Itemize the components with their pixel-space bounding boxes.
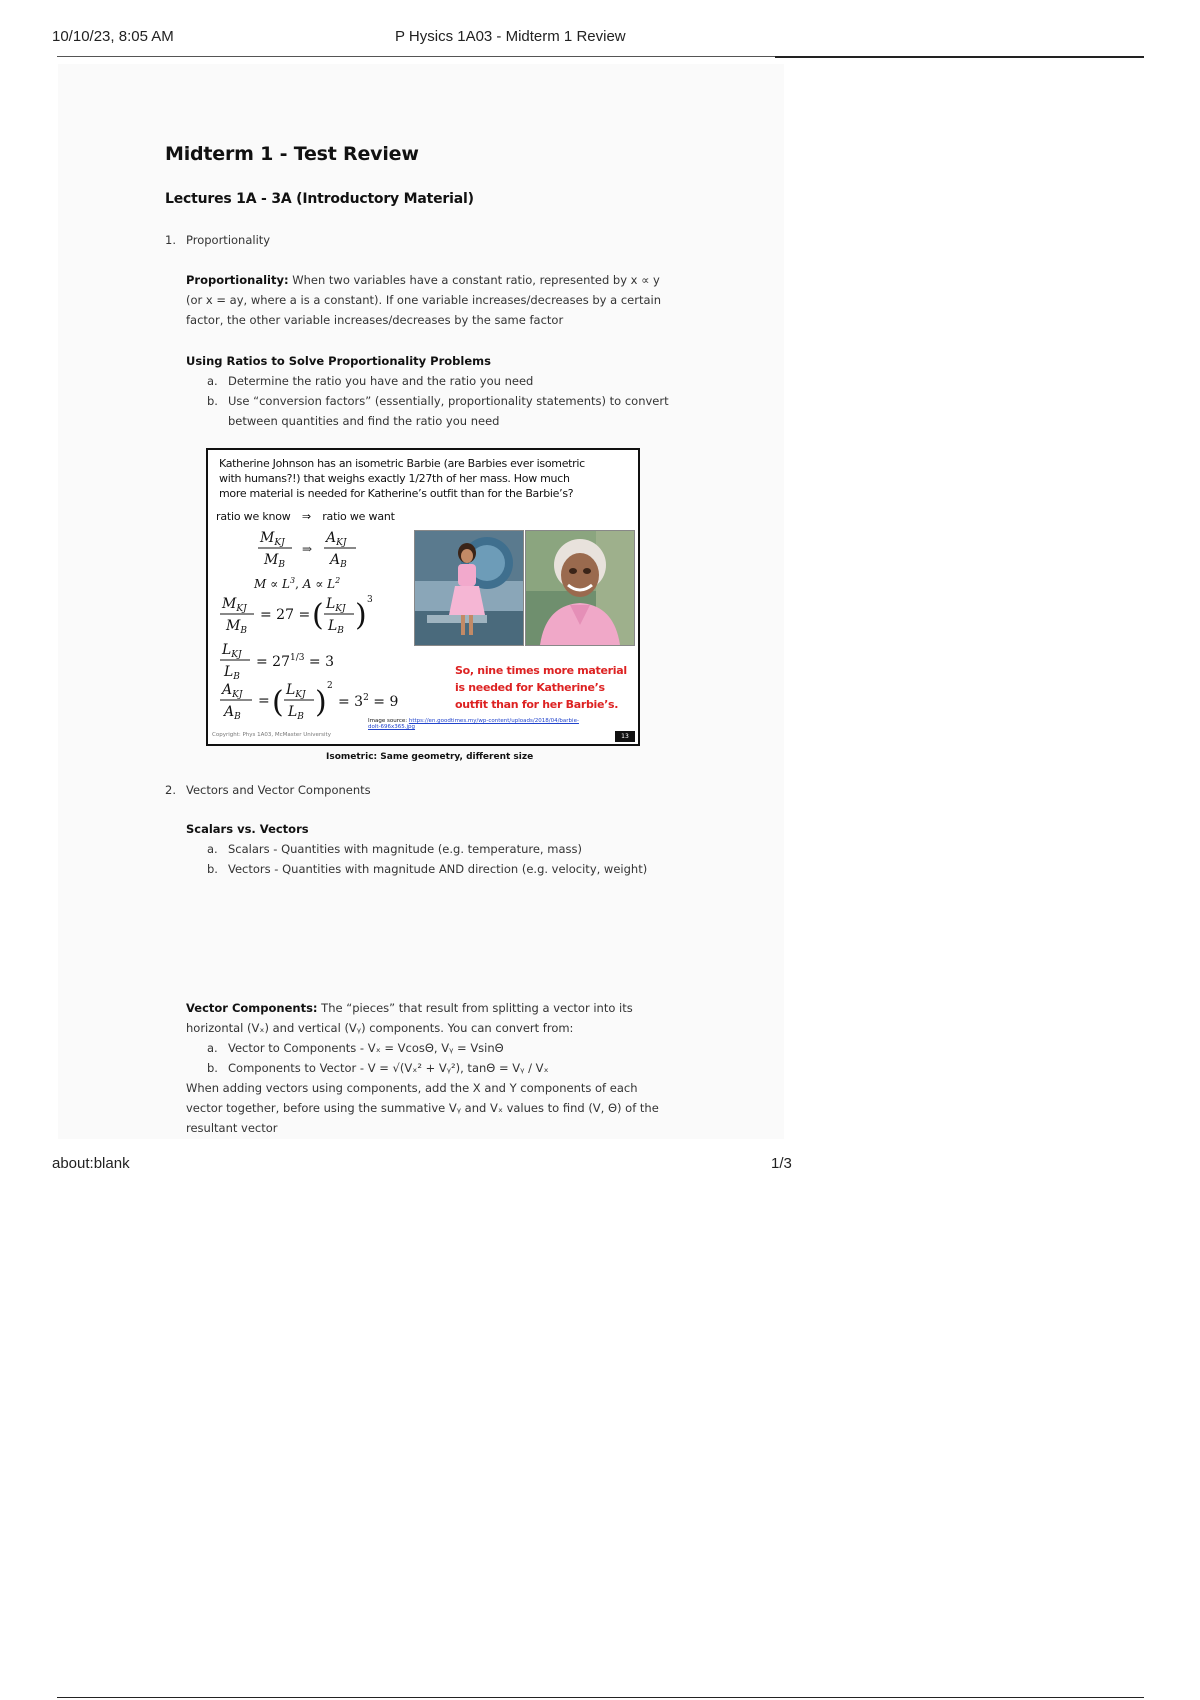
svg-text:= 27 =: = 27 = xyxy=(260,607,311,623)
svg-text:LB: $L_B$ xyxy=(224,664,240,682)
svg-text:LKJ: $L_{KJ}$ xyxy=(286,682,306,700)
proportionality-definition xyxy=(186,270,706,330)
list-number: 1. xyxy=(165,233,176,247)
image-caption: Isometric: Same geometry, different size xyxy=(326,752,534,762)
arrow-icon: ⇒ xyxy=(301,510,311,523)
svg-text:AB: $A_B$ xyxy=(330,552,347,570)
ratios-subheading: Using Ratios to Solve Proportionality Problems xyxy=(186,354,491,368)
list-item-vectors xyxy=(165,780,371,800)
equation-term: $M_{KJ}$ xyxy=(260,530,285,548)
image-source-link[interactable]: https://en.goodtimes.my/wp-content/uploads/2018/04/barbie- xyxy=(408,718,579,724)
list-item: a. Scalars - Quantities with magnitude (e.g. temperature, mass) xyxy=(207,842,582,856)
svg-text:MKJ: $M_{KJ}$ xyxy=(222,596,247,614)
list-item: b. Components to Vector - V = √(Vₓ² + Vᵧ²), tanΘ = Vᵧ / Vₓ xyxy=(207,1061,549,1075)
print-page-number: 1/3 xyxy=(771,1155,792,1172)
list-item: b. Use “conversion factors” (essentially, proportionality statements) to convert xyxy=(207,394,669,408)
slide-question: Katherine Johnson has an isometric Barbie (are Barbies ever isometric with humans?!) that weighs exactly 1/27th of her mass. How much more material is needed for Katherine’s outfit than for the Barbie’s? xyxy=(219,457,585,500)
svg-text:): ) xyxy=(355,598,367,633)
svg-text:2: 2 xyxy=(327,681,333,691)
footer-rule xyxy=(57,1697,1144,1698)
svg-text:AB: $A_B$ xyxy=(224,704,241,722)
image-source: Image source: https://en.goodtimes.my/wp-content/uploads/2018/04/barbie- dolt-696x365.jpg xyxy=(368,718,579,730)
barbie-doll-photo xyxy=(414,530,524,646)
svg-text:): ) xyxy=(315,685,327,720)
svg-text:= 32 = 9: = $3^2 = 9$ xyxy=(338,693,399,710)
svg-text:(: ( xyxy=(272,685,284,720)
svg-text:⇒: ⇒ xyxy=(302,542,313,556)
svg-text:AKJ: $A_{KJ}$ xyxy=(326,530,347,548)
definition-text: factor, the other variable increases/decreases by the same factor xyxy=(186,313,564,327)
list-number: 2. xyxy=(165,783,176,797)
svg-text:= 271/3 = 3: = $27^{1/3} = 3$ xyxy=(256,653,335,670)
lecture-slide-image xyxy=(206,448,640,746)
definition-text: (or x = ay, where a is a constant). If one variable increases/decreases by a certain xyxy=(186,293,662,307)
svg-text:LKJ: $L_{KJ}$ xyxy=(326,596,346,614)
svg-text:AKJ: $A_{KJ}$ xyxy=(222,682,243,700)
slide-answer: So, nine times more material is needed for Katherine’s outfit than for her Barbie’s. xyxy=(455,664,627,711)
list-item: a. Determine the ratio you have and the ratio you need xyxy=(207,374,534,388)
svg-text:M ∝ L3, A ∝ L2: $M \propto L^3$, $A \propto L^2$ xyxy=(254,576,341,591)
katherine-johnson-photo xyxy=(525,530,635,646)
header-rule-accent xyxy=(775,56,1144,58)
vector-components-section: Vector Components: The “pieces” that result from splitting a vector into its horizontal (Vₓ) and vertical (Vᵧ) components. You can convert from: a. Vector to Components - Vₓ = VcosΘ, Vᵧ = VsinΘ b. Components to Vector - V = √(Vₓ² + Vᵧ²), tanΘ = Vᵧ / Vₓ When adding vectors using components, add the X and Y components of each vector together, before using the summative Vᵧ and Vₓ values to find (V, Θ) of the resultant vector xyxy=(186,998,726,1138)
print-title: P Hysics 1A03 - Midterm 1 Review xyxy=(395,28,626,45)
svg-text:MB: $M_B$ xyxy=(264,552,285,570)
components-term: Vector Components: xyxy=(186,1001,318,1015)
image-source-link[interactable]: dolt-696x365.jpg xyxy=(368,724,416,730)
svg-text:=: = xyxy=(258,693,270,709)
list-item: a. Vector to Components - Vₓ = VcosΘ, Vᵧ = VsinΘ xyxy=(207,1041,504,1055)
definition-term: Proportionality: xyxy=(186,273,289,287)
print-url: about:blank xyxy=(52,1155,130,1172)
definition-text: When two variables have a constant ratio, represented by x ∝ y xyxy=(288,273,660,287)
svg-text:MB: $M_B$ xyxy=(226,618,247,636)
list-item: b. Vectors - Quantities with magnitude AND direction (e.g. velocity, weight) xyxy=(207,862,648,876)
slide-number: 13 xyxy=(615,731,635,742)
list-item-continuation: between quantities and find the ratio you need xyxy=(228,414,500,428)
slide-copyright: Copyright: Phys 1A03, McMaster University xyxy=(212,732,331,738)
svg-text:3: 3 xyxy=(367,595,373,605)
print-datetime: 10/10/23, 8:05 AM xyxy=(52,28,174,45)
svg-text:LKJ: $L_{KJ}$ xyxy=(222,642,242,660)
slide-ratio-labels: ratio we know ⇒ ratio we want xyxy=(216,510,395,523)
equations-graphic xyxy=(214,526,424,722)
scalars-vectors-subheading: Scalars vs. Vectors xyxy=(186,822,309,836)
document-title: Midterm 1 - Test Review xyxy=(165,143,419,165)
svg-text:LB: $L_B$ xyxy=(288,704,304,722)
list-item-label: Vectors and Vector Components xyxy=(186,783,371,797)
section-title: Lectures 1A - 3A (Introductory Material) xyxy=(165,191,474,207)
ratio-steps-list xyxy=(207,371,727,431)
svg-text:LB: $L_B$ xyxy=(328,618,344,636)
scalars-vectors-list xyxy=(207,839,727,879)
svg-text:(: ( xyxy=(312,598,324,633)
list-item-proportionality xyxy=(165,230,270,250)
list-item-label: Proportionality xyxy=(186,233,271,247)
